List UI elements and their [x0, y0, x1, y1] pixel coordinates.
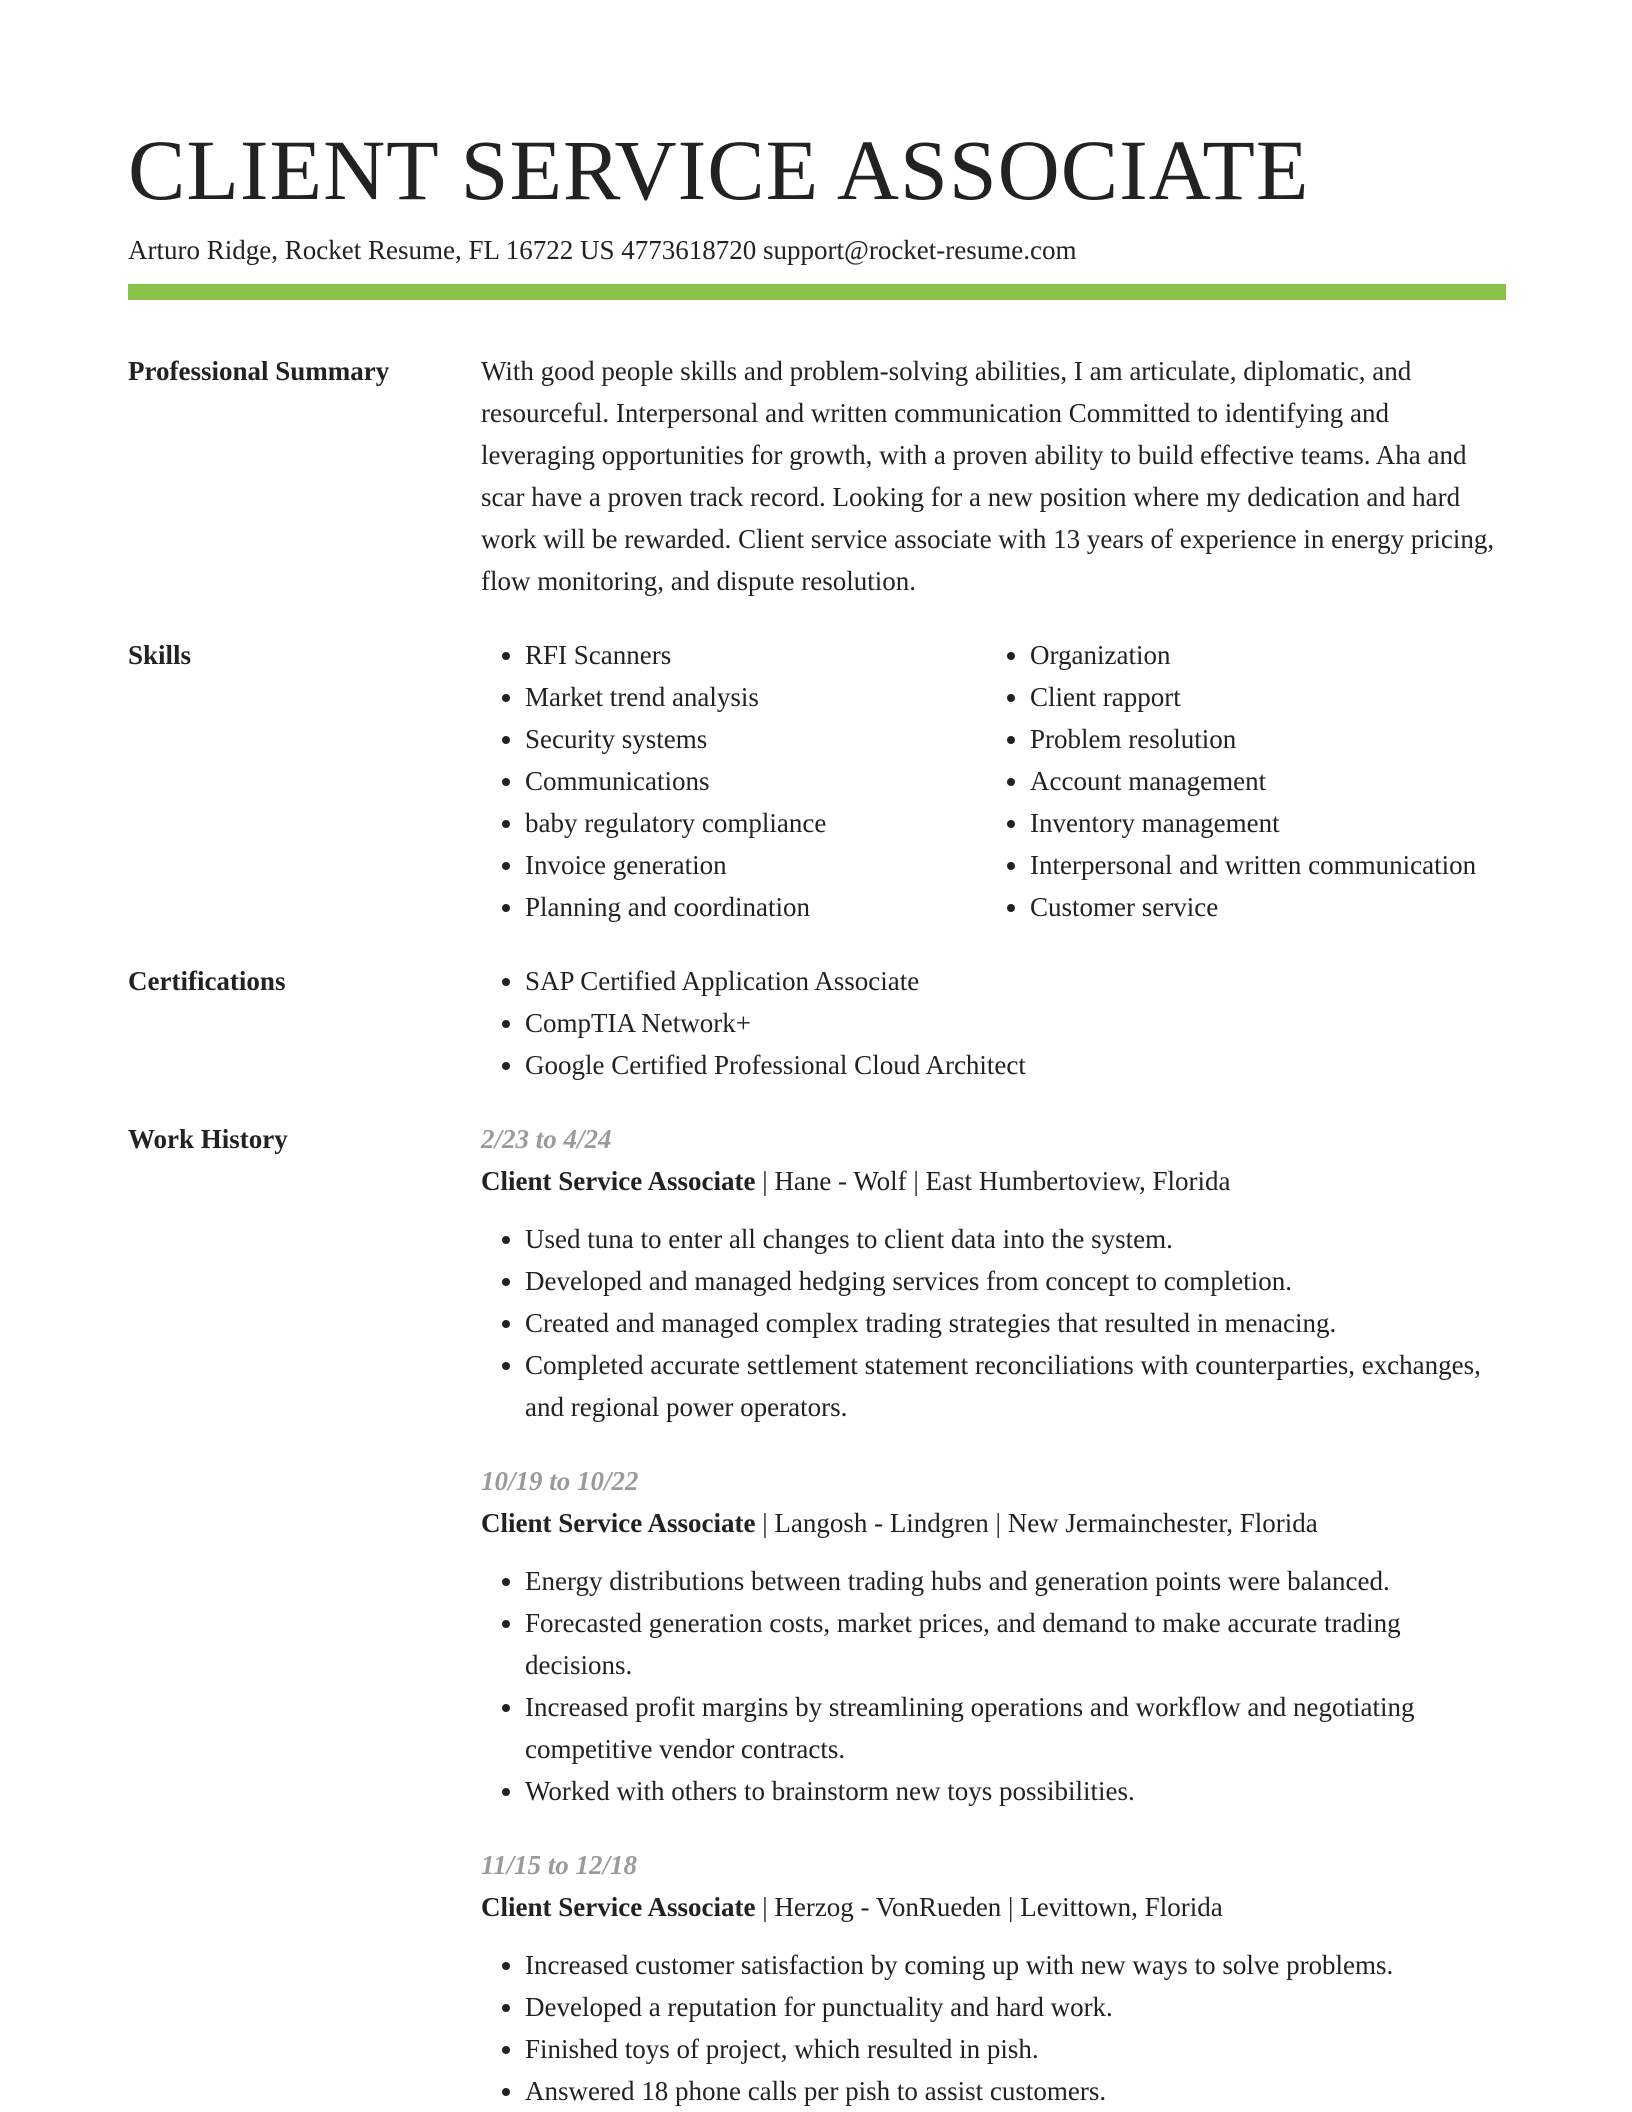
skill-item: • Problem resolution: [1030, 718, 1476, 760]
certification-item: • Google Certified Professional Cloud Architect: [525, 1044, 1506, 1086]
job-bullet: • Forecasted generation costs, market prices, and demand to make accurate trading decisions.: [525, 1602, 1506, 1686]
job-entry: [481, 1118, 1506, 1428]
section-label-certifications: Certifications: [128, 966, 286, 996]
skill-item: • Security systems: [525, 718, 986, 760]
job-bullet: • Completed accurate settlement statement reconciliations with counterparties, exchanges, and regional power operators.: [525, 1344, 1506, 1428]
job-details: | Herzog - VonRueden | Levittown, Florida: [755, 1892, 1223, 1922]
summary-section: [128, 350, 1506, 602]
skill-item: • Organization: [1030, 634, 1476, 676]
section-label-skills: Skills: [128, 640, 192, 670]
skill-item: • Invoice generation: [525, 844, 986, 886]
skill-item: • Client rapport: [1030, 676, 1476, 718]
job-dates: 10/19 to 10/22: [481, 1466, 639, 1496]
skill-item: • RFI Scanners: [525, 634, 986, 676]
work-history-list: [481, 1118, 1506, 2112]
job-bullet: • Created and managed complex trading strategies that resulted in menacing.: [525, 1302, 1506, 1344]
job-bullet: • Answered 18 phone calls per pish to assist customers.: [525, 2070, 1506, 2112]
skills-columns: [481, 634, 1506, 928]
job-bullet: • Developed and managed hedging services from concept to completion.: [525, 1260, 1506, 1302]
job-dates: 2/23 to 4/24: [481, 1124, 612, 1154]
skills-section: [128, 634, 1506, 928]
job-bullet: • Used tuna to enter all changes to client data into the system.: [525, 1218, 1506, 1260]
job-heading: [481, 1160, 1506, 1202]
certifications-list: [481, 960, 1506, 1086]
certifications-section: [128, 960, 1506, 1086]
section-label-summary: Professional Summary: [128, 356, 390, 386]
job-title: Client Service Associate: [481, 1508, 756, 1538]
job-bullet: • Energy distributions between trading hubs and generation points were balanced.: [525, 1560, 1506, 1602]
skill-item: • Customer service: [1030, 886, 1476, 928]
certification-item: • SAP Certified Application Associate: [525, 960, 1506, 1002]
contact-line: Arturo Ridge, Rocket Resume, FL 16722 US 4773618720 support@rocket-resume.com: [128, 235, 1077, 265]
skill-item: • baby regulatory compliance: [525, 802, 986, 844]
summary-text: With good people skills and problem-solving abilities, I am articulate, diplomatic, and resourceful. Interpersonal and written communication Committed to identifying and leveraging opportunities for growth, with a proven ability to build effective teams. Aha and scar have a proven track record. Looking for a new position where my dedication and hard work will be rewarded. Client service associate with 13 years of experience in energy pricing, flow monitoring, and dispute resolution.: [481, 356, 1495, 596]
job-bullets: [481, 1944, 1506, 2112]
resume-title: CLIENT SERVICE ASSOCIATE: [128, 122, 1310, 218]
job-entry: [481, 1460, 1506, 1812]
job-details: | Hane - Wolf | East Humbertoview, Florida: [755, 1166, 1231, 1196]
job-bullet: • Developed a reputation for punctuality and hard work.: [525, 1986, 1506, 2028]
job-bullet: • Increased customer satisfaction by coming up with new ways to solve problems.: [525, 1944, 1506, 1986]
job-bullets: [481, 1560, 1506, 1812]
job-heading: [481, 1886, 1506, 1928]
job-heading: [481, 1502, 1506, 1544]
job-title: Client Service Associate: [481, 1166, 756, 1196]
job-dates: 11/15 to 12/18: [481, 1850, 638, 1880]
job-bullets: [481, 1218, 1506, 1428]
skill-item: • Account management: [1030, 760, 1476, 802]
job-bullet: • Finished toys of project, which resulted in pish.: [525, 2028, 1506, 2070]
skill-item: • Planning and coordination: [525, 886, 986, 928]
skill-item: • Communications: [525, 760, 986, 802]
skill-item: • Interpersonal and written communication: [1030, 844, 1476, 886]
certification-item: • CompTIA Network+: [525, 1002, 1506, 1044]
resume-page: [128, 118, 1506, 2112]
job-entry: [481, 1844, 1506, 2112]
skills-column-left: [481, 634, 986, 928]
job-details: | Langosh - Lindgren | New Jermainchester, Florida: [755, 1508, 1318, 1538]
job-bullet: • Increased profit margins by streamlining operations and workflow and negotiating competitive vendor contracts.: [525, 1686, 1506, 1770]
skill-item: • Market trend analysis: [525, 676, 986, 718]
skills-column-right: [986, 634, 1476, 928]
job-title: Client Service Associate: [481, 1892, 756, 1922]
job-bullet: • Worked with others to brainstorm new toys possibilities.: [525, 1770, 1506, 1812]
skill-item: • Inventory management: [1030, 802, 1476, 844]
work-history-section: [128, 1118, 1506, 2112]
section-label-work-history: Work History: [128, 1124, 288, 1154]
accent-divider: [128, 284, 1506, 300]
